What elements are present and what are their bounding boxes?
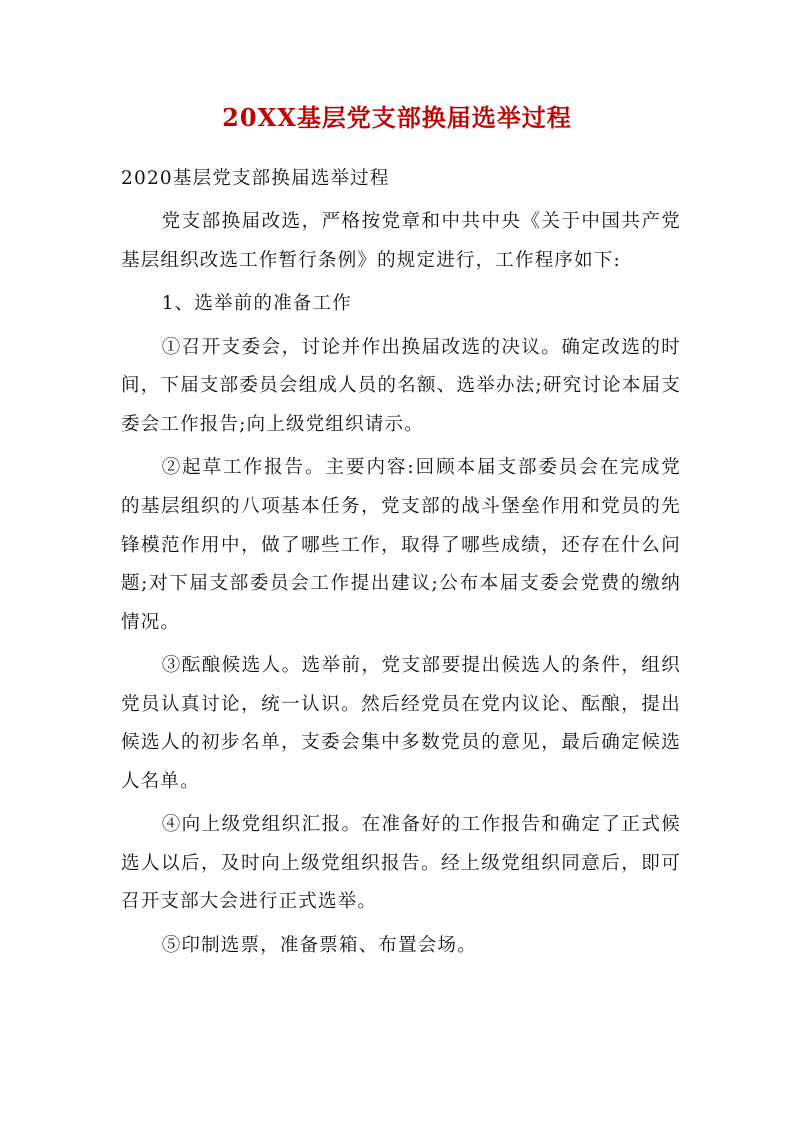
paragraph-step-5: ⑤印制选票，准备票箱、布置会场。 — [161, 934, 477, 956]
paragraph-step-1: ①召开支委会，讨论并作出换届改选的决议。确定改选的时间，下届支部委员会组成人员的名额、选举办法;研究讨论本届支委会工作报告;向上级党组织请示。 — [121, 336, 681, 435]
document-title: 20XX基层党支部换届选举过程 — [222, 103, 572, 132]
document-subtitle: 2020基层党支部换届选举过程 — [121, 168, 390, 189]
document-body — [121, 160, 681, 970]
paragraph-step-4: ④向上级党组织汇报。在准备好的工作报告和确定了正式候选人以后，及时向上级党组织报告。经上级党组织同意后，即可召开支部大会进行正式选举。 — [121, 814, 681, 913]
paragraph-step-3: ③酝酿候选人。选举前，党支部要提出候选人的条件，组织党员认真讨论，统一认识。然后经党员在党内议论、酝酿，提出候选人的初步名单，支委会集中多数党员的意见，最后确定候选人名单。 — [121, 655, 681, 792]
paragraph-step-2: ②起草工作报告。主要内容:回顾本届支部委员会在完成党的基层组织的八项基本任务，党支部的战斗堡垒作用和党员的先锋模范作用中，做了哪些工作，取得了哪些成绩，还存在什么问题;对下届支部委员会工作提出建议;公布本届支委会党费的缴纳情况。 — [121, 457, 681, 633]
paragraph-intro: 党支部换届改选，严格按党章和中共中央《关于中国共产党基层组织改选工作暂行条例》的规定进行，工作程序如下: — [121, 211, 681, 271]
section-heading: 1、选举前的准备工作 — [161, 293, 352, 315]
